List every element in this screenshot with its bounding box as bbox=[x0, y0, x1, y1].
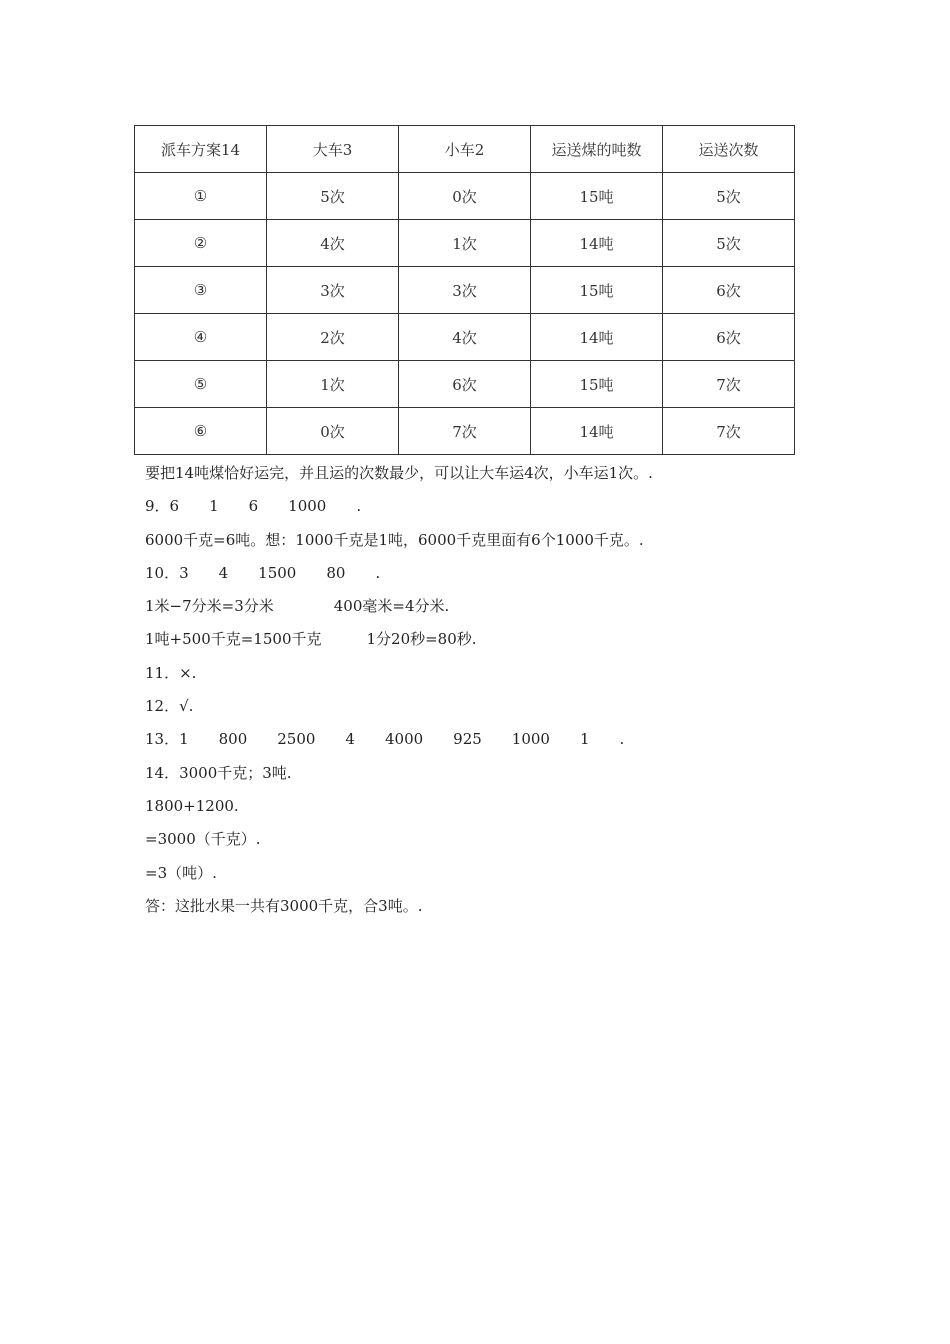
answer-14-final: 答：这批水果一共有3000千克，合3吨。. bbox=[145, 896, 423, 915]
table-cell: ⑥ bbox=[135, 408, 267, 455]
header-plan: 派车方案14 bbox=[135, 126, 267, 173]
table-cell: 5次 bbox=[663, 220, 795, 267]
answer-conclusion-8: 要把14吨煤恰好运完，并且运的次数最少，可以让大车运4次，小车运1次。. bbox=[145, 464, 653, 482]
table-cell: 3次 bbox=[267, 267, 399, 314]
table-cell: 7次 bbox=[663, 361, 795, 408]
table-cell: 0次 bbox=[399, 173, 531, 220]
dispatch-plan-table bbox=[134, 125, 795, 455]
answer-14-step-1: 1800+1200. bbox=[145, 796, 239, 815]
answer-10-work-a: 1米−7分米=3分米 400毫米=4分米. bbox=[145, 597, 450, 616]
answer-14-step-2: =3000（千克）. bbox=[145, 830, 261, 849]
table-cell: 2次 bbox=[267, 314, 399, 361]
table-cell: 7次 bbox=[399, 408, 531, 455]
header-trips: 运送次数 bbox=[663, 126, 795, 173]
table-cell: 0次 bbox=[267, 408, 399, 455]
table-row bbox=[135, 220, 795, 267]
header-small-truck: 小车2 bbox=[399, 126, 531, 173]
answer-10: 10．3 4 1500 80 . bbox=[145, 563, 381, 582]
table-cell: 3次 bbox=[399, 267, 531, 314]
table-cell: ④ bbox=[135, 314, 267, 361]
table-row bbox=[135, 408, 795, 455]
answer-12: 12．√. bbox=[145, 697, 194, 716]
table-cell: 1次 bbox=[399, 220, 531, 267]
table-row bbox=[135, 361, 795, 408]
table-cell: 6次 bbox=[663, 314, 795, 361]
answer-13: 13．1 800 2500 4 4000 925 1000 1 . bbox=[145, 730, 625, 749]
answer-9: 9．6 1 6 1000 . bbox=[145, 497, 362, 516]
table-cell: 15吨 bbox=[531, 267, 663, 314]
answer-14: 14．3000千克；3吨. bbox=[145, 763, 292, 782]
table-cell: 6次 bbox=[399, 361, 531, 408]
table-cell: 5次 bbox=[663, 173, 795, 220]
table-cell: 4次 bbox=[267, 220, 399, 267]
answer-9-explanation: 6000千克=6吨。想：1000千克是1吨，6000千克里面有6个1000千克。. bbox=[145, 530, 644, 549]
header-tons: 运送煤的吨数 bbox=[531, 126, 663, 173]
table-cell: 5次 bbox=[267, 173, 399, 220]
answer-10-work-b: 1吨+500千克=1500千克 1分20秒=80秒. bbox=[145, 630, 477, 649]
table-cell: ⑤ bbox=[135, 361, 267, 408]
table-cell: 15吨 bbox=[531, 361, 663, 408]
table-cell: ③ bbox=[135, 267, 267, 314]
answer-11: 11．×. bbox=[145, 663, 197, 682]
table-row bbox=[135, 314, 795, 361]
table-cell: ② bbox=[135, 220, 267, 267]
table-cell: 15吨 bbox=[531, 173, 663, 220]
table-cell: 14吨 bbox=[531, 314, 663, 361]
table-cell: 6次 bbox=[663, 267, 795, 314]
table-cell: 14吨 bbox=[531, 220, 663, 267]
answer-section bbox=[145, 462, 845, 928]
table-cell: 14吨 bbox=[531, 408, 663, 455]
header-big-truck: 大车3 bbox=[267, 126, 399, 173]
table-row bbox=[135, 267, 795, 314]
table-row bbox=[135, 173, 795, 220]
table-cell: 4次 bbox=[399, 314, 531, 361]
table-cell: 7次 bbox=[663, 408, 795, 455]
table-cell: ① bbox=[135, 173, 267, 220]
table-header-row bbox=[135, 126, 795, 173]
answer-14-step-3: =3（吨）. bbox=[145, 863, 217, 882]
table-cell: 1次 bbox=[267, 361, 399, 408]
